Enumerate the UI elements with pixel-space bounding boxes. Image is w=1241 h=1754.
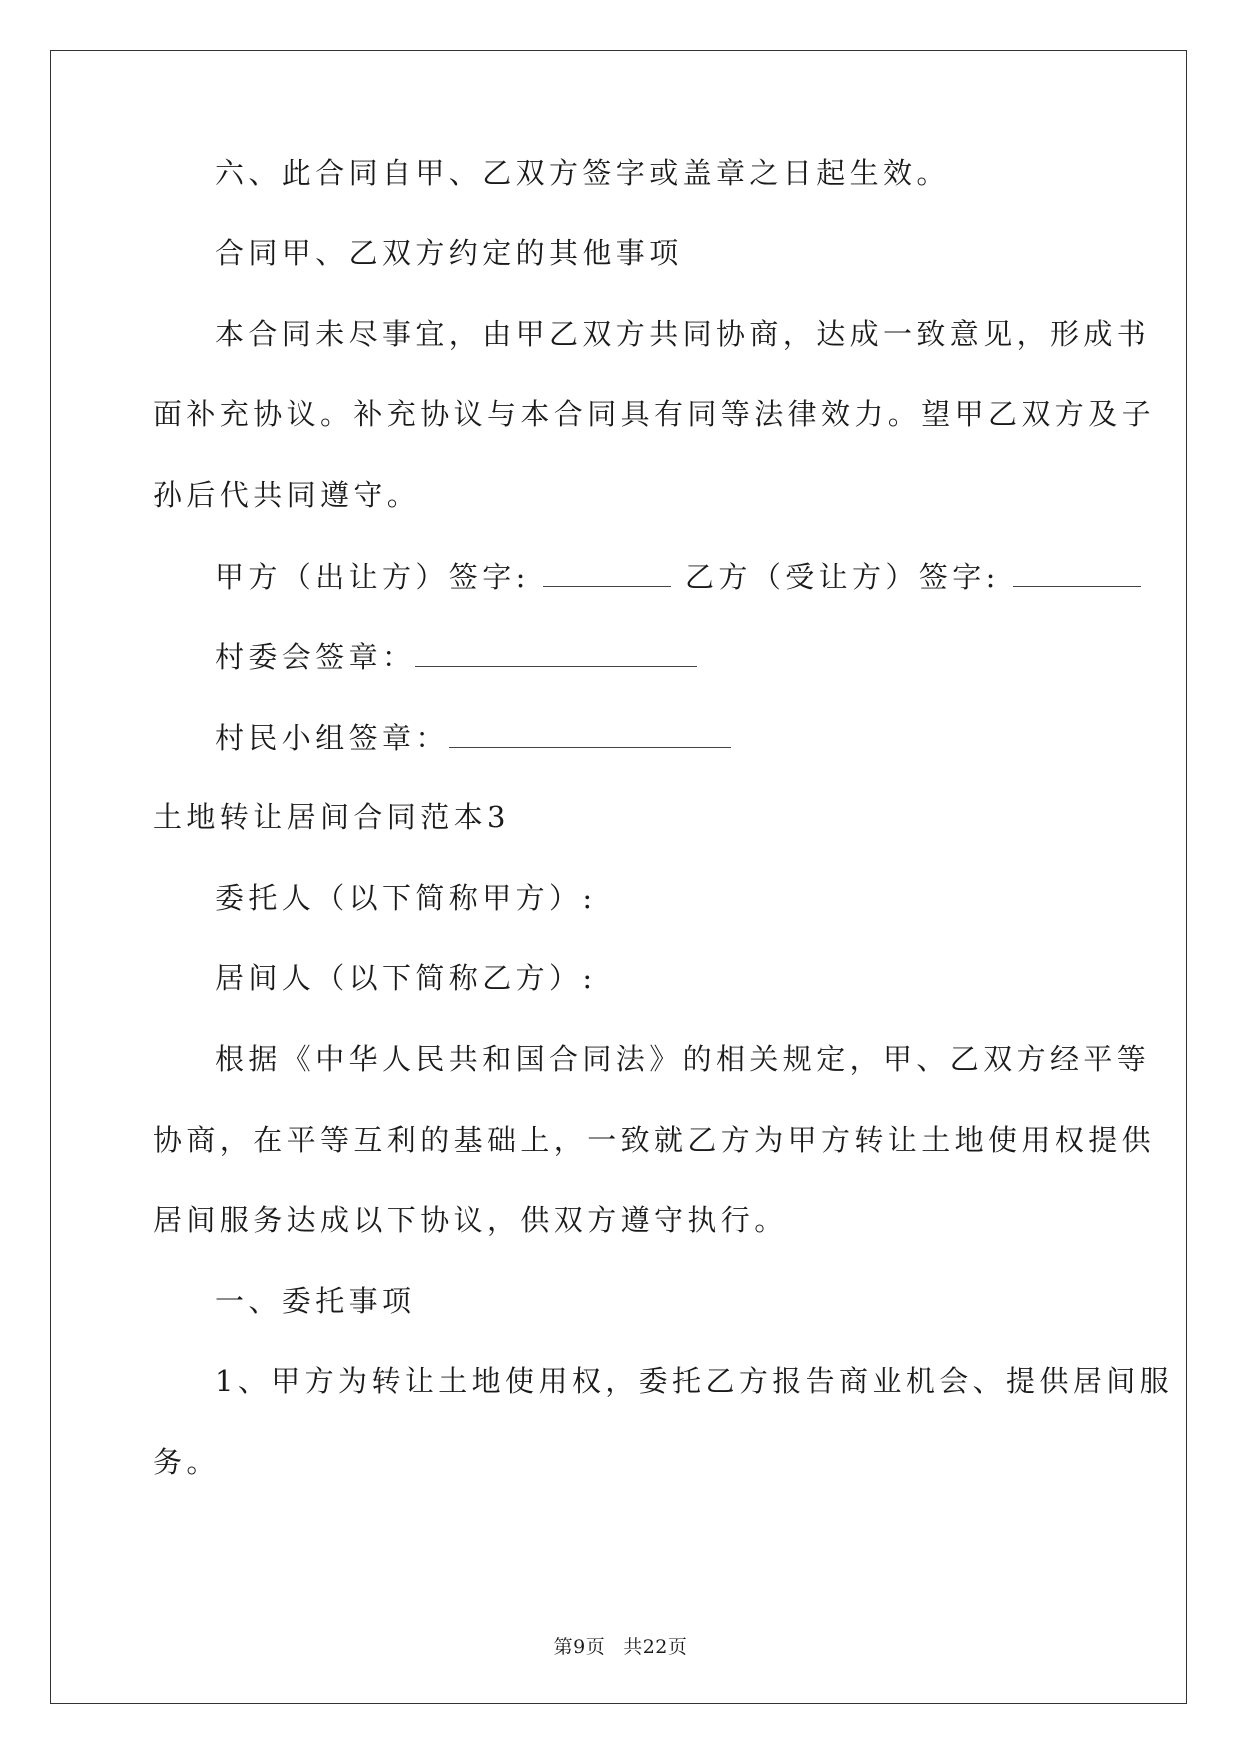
clause-six: 六、此合同自甲、乙双方签字或盖章之日起生效。: [215, 156, 950, 190]
basis-line-3: 居间服务达成以下协议，供双方遵守执行。: [153, 1203, 788, 1237]
party-a-signature-line[interactable]: [543, 556, 671, 587]
villager-group-signature-line[interactable]: [449, 717, 731, 748]
party-a-signature-label: 甲方（出让方）签字:: [215, 560, 530, 594]
other-matters-heading: 合同甲、乙双方约定的其他事项: [215, 236, 683, 270]
village-committee-label: 村委会签章：: [215, 640, 416, 674]
villager-group-label: 村民小组签章：: [215, 721, 449, 755]
party-b-signature-label: 乙方（受让方）签字:: [685, 560, 1000, 594]
intermediary-line: 居间人（以下简称乙方）:: [215, 961, 597, 995]
basis-line-1: 根据《中华人民共和国合同法》的相关规定，甲、乙双方经平等: [215, 1042, 1151, 1076]
villager-group-row: [215, 717, 731, 757]
village-committee-signature-line[interactable]: [415, 636, 697, 667]
unresolved-matters-line-2: 面补充协议。补充协议与本合同具有同等法律效力。望甲乙双方及子: [153, 397, 1156, 431]
entrusted-matters-heading: 一、委托事项: [215, 1284, 416, 1318]
entrusted-item-1-line-1: 1、甲方为转让土地使用权，委托乙方报告商业机会、提供居间服: [215, 1364, 1174, 1398]
page-total: 共22页: [623, 1636, 688, 1658]
page-border: [50, 50, 1187, 1704]
basis-line-2: 协商，在平等互利的基础上，一致就乙方为甲方转让土地使用权提供: [153, 1123, 1156, 1157]
principal-line: 委托人（以下简称甲方）:: [215, 881, 597, 915]
party-signature-row: [215, 556, 1141, 596]
unresolved-matters-line-3: 孙后代共同遵守。: [153, 478, 421, 512]
unresolved-matters-line-1: 本合同未尽事宜，由甲乙双方共同协商，达成一致意见，形成书: [215, 317, 1151, 351]
page-number: 第9页: [553, 1636, 606, 1658]
page-footer: [0, 1635, 1241, 1659]
section-title: 土地转让居间合同范本3: [153, 800, 510, 834]
party-b-signature-line[interactable]: [1013, 556, 1141, 587]
village-committee-row: [215, 636, 697, 676]
entrusted-item-1-line-2: 务。: [153, 1445, 220, 1479]
